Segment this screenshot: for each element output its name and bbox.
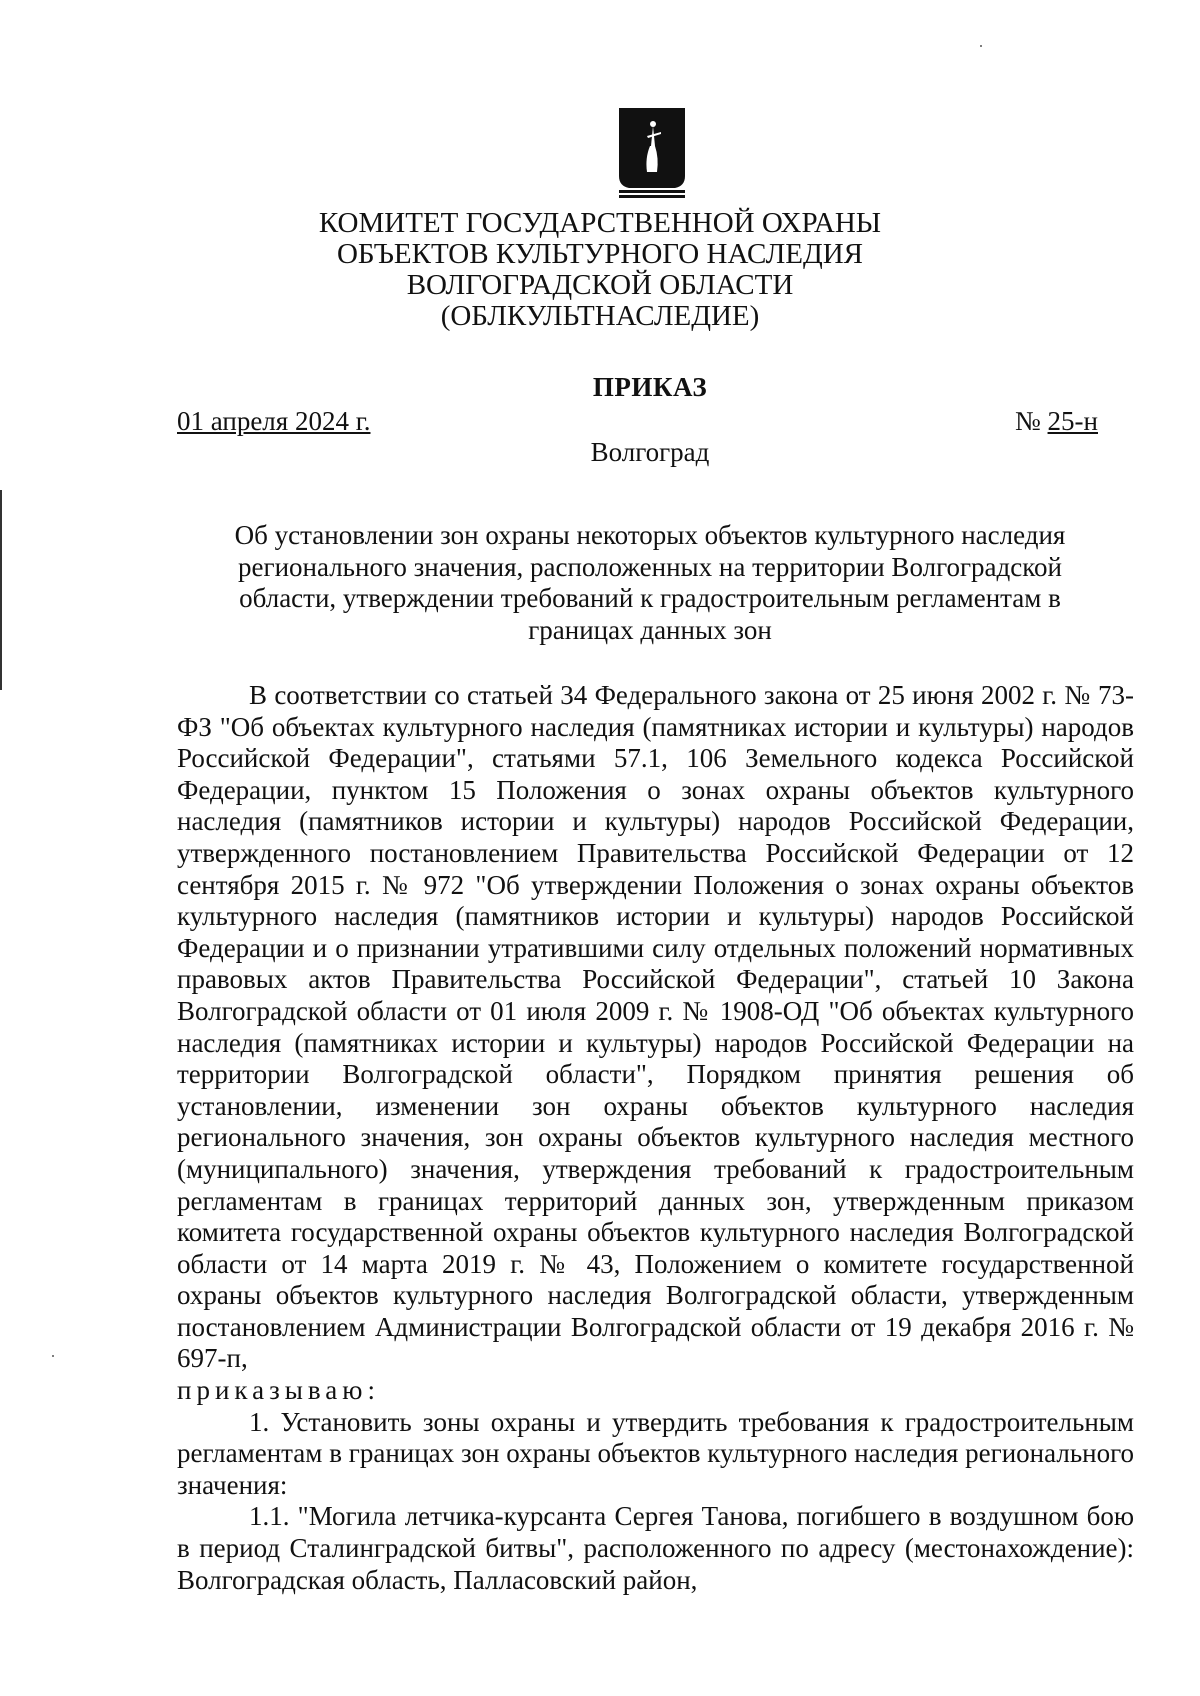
org-line: ВОЛГОГРАДСКОЙ ОБЛАСТИ	[406, 269, 794, 301]
volgograd-coat-of-arms-icon	[617, 106, 687, 202]
org-line: КОМИТЕТ ГОСУДАРСТВЕННОЙ ОХРАНЫ	[318, 207, 882, 239]
order-number	[1015, 406, 1098, 436]
order-number-value: 25-н	[1047, 406, 1098, 436]
order-subject: Об установлении зон охраны некоторых объектов культурного наследия регионального значения, расположенных на территории Волгоградской области, утверждении требований к градостроительным регламентам в границах данных зон	[234, 520, 1066, 645]
order-city: Волгоград	[590, 437, 710, 467]
scan-speck	[980, 45, 982, 47]
preamble-paragraph	[177, 680, 1134, 1407]
organization-name	[200, 208, 1000, 332]
item-1-1-paragraph: 1.1. "Могила летчика-курсанта Сергея Танова, погибшего в воздушном бою в период Сталинградской битвы", расположенного по адресу (местонахождение): Волгоградская область, Палласовский район,	[177, 1501, 1134, 1595]
order-word: приказываю:	[177, 1375, 380, 1406]
org-line: ОБЪЕКТОВ КУЛЬТУРНОГО НАСЛЕДИЯ	[336, 238, 864, 270]
scan-edge-mark	[0, 490, 2, 690]
order-body	[177, 680, 1134, 1596]
scan-speck	[52, 1355, 54, 1357]
order-number-prefix: №	[1015, 406, 1048, 436]
org-line: (ОБЛКУЛЬТНАСЛЕДИЕ)	[440, 300, 760, 332]
preamble-text: В соответствии со статьей 34 Федерального закона от 25 июня 2002 г. № 73-ФЗ "Об объектах культурного наследия (памятниках истории и культуры) народов Российской Федерации", статьями 57.1, 106 Земельного кодекса Российской Федерации, пунктом 15 Положения о зонах охраны объектов культурного наследия (памятников истории и культуры) народов Российской Федерации, утвержденного постановлением Правительства Российской Федерации от 12 сентября 2015 г. № 972 "Об утверждении Положения о зонах охраны объектов культурного наследия (памятников истории и культуры) народов Российской Федерации и о признании утратившими силу отдельных положений нормативных правовых актов Правительства Российской Федерации", статьей 10 Закона Волгоградской области от 01 июля 2009 г. № 1908-ОД "Об объектах культурного наследия (памятниках истории и культуры) народов Российской Федерации на территории Волгоградской области", Порядком принятия решения об установлении, изменении зон охраны объектов культурного наследия регионального значения, зон охраны объектов культурного наследия местного (муниципального) значения, утверждения требований к градостроительным регламентам в границах территорий данных зон, утвержденным приказом комитета государственной охраны объектов культурного наследия Волгоградской области от 14 марта 2019 г. № 43, Положением о комитете государственной охраны объектов культурного наследия Волгоградской области, утвержденным постановлением Администрации Волгоградской области от 19 декабря 2016 г. № 697-п,	[177, 680, 1134, 1374]
item-1-paragraph: 1. Установить зоны охраны и утвердить требования к градостроительным регламентам в границах зон охраны объектов культурного наследия регионального значения:	[177, 1406, 1134, 1500]
order-title: ПРИКАЗ	[592, 372, 708, 402]
order-date: 01 апреля 2024 г.	[177, 406, 371, 436]
